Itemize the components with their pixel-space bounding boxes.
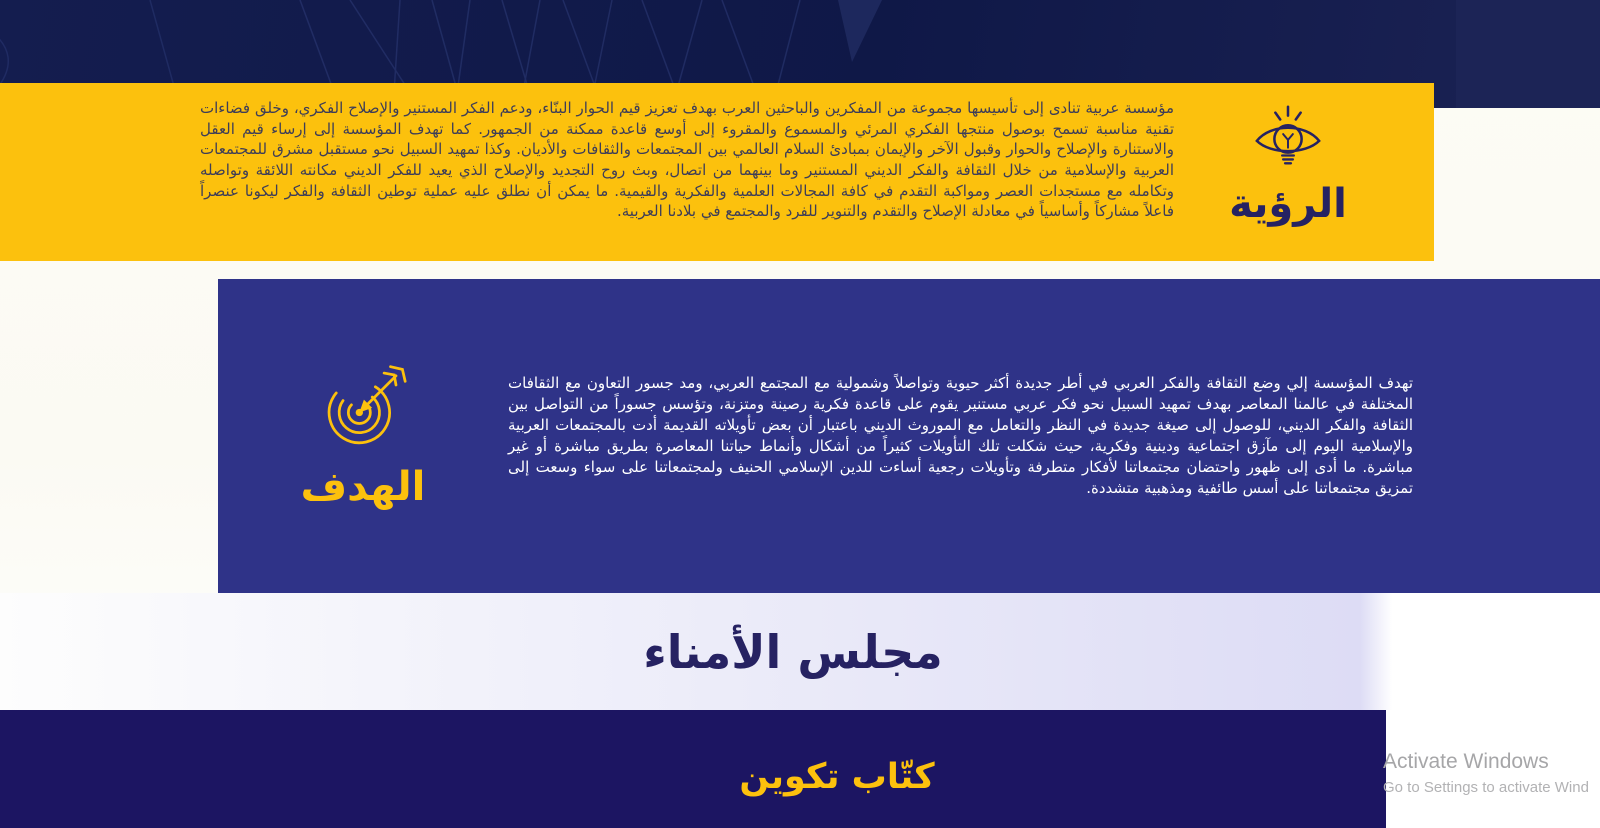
- vision-section: [0, 83, 1434, 261]
- vision-title: الرؤية: [1229, 181, 1347, 227]
- target-arrow-icon: [317, 363, 409, 455]
- board-of-trustees-heading: مجلس الأمناء: [643, 624, 943, 679]
- activate-windows-line2: Go to Settings to activate Wind: [1383, 779, 1589, 796]
- eye-lightbulb-icon: [1249, 100, 1327, 178]
- activate-windows-line1: Activate Windows: [1383, 750, 1549, 773]
- writers-heading: كتّاب تكوين: [739, 757, 935, 797]
- goal-icon-title-column: [218, 363, 508, 509]
- writers-section: [0, 710, 1386, 828]
- activate-windows-watermark: [1383, 750, 1589, 796]
- goal-title: الهدف: [300, 464, 426, 510]
- vision-icon-title-column: [1198, 98, 1378, 226]
- goal-paragraph: تهدف المؤسسة إلي وضع الثقافة والفكر العربي في أطر جديدة أكثر حيوية وتواصلاً وشمولية مع المجتمع العربي، ومد جسور التعاون مع الثقافات المختلفة في عالمنا المعاصر بهدف تمهيد السبيل نحو فكر عربي مستنير يقوم على قاعدة فكرية رصينة ومتزنة، وتؤسس جسوراً من التواصل بين الثقافة والفكر الديني، للوصول إلى صيغة جديدة في النظر والتعامل مع الموروث الديني باعتبار أن بعض تأويلاته القديمة أدت بالمجتمعات العربية والإسلامية اليوم إلى مآزق اجتماعية ودينية وفكرية، حيث شكلت تلك التأويلات كثيراً من أشكال وأنماط حياتنا المعاصرة بطريق مباشرة أو غير مباشرة. ما أدى إلى ظهور واحتضان مجتمعاتنا لأفكار متطرفة وتأويلات رجعية أساءت للدين الإسلامي الحنيف ولمجتمعاتنا على سواء وسعت إلى تمزيق مجتمعاتنا على أسس طائفية ومذهبية متشددة.: [508, 374, 1413, 497]
- vision-paragraph: مؤسسة عربية تنادى إلى تأسيسها مجموعة من المفكرين والباحثين العرب بهدف تعزيز قيم الحوار البنّاء، ودعم الفكر المستنير والإصلاح الفكري، وخلق فضاءات تقنية مناسبة تسمح بوصول منتجها الفكري المرئي والمسموع والمقروء إلى أوسع قاعدة ممكنة من الجمهور. كما تهدف المؤسسة إلى إرساء قيم العقل والاستنارة والإصلاح والحوار وقبول الآخر والإيمان بمبادئ السلام العالمي بين المجتمعات والثقافات والأديان. وكذا تمهيد السبيل نحو مستقبل مشرق للمجتمعات العربية والإسلامية من خلال الثقافة والفكر الديني المستنير وما بينهما من اتصال، وبث روح التجديد والإصلاح الذي يعيد للفكر الديني مكانته اللائقة وتواصله وتكامله مع مستجدات العصر ومواكبة التقدم في كافة المجالات العلمية والفكرية والقيمية. ما يمكن أن نطلق عليه عملية توطين الثقافة والفكر ليكونا عنصراً فاعلاً مشاركاً وأساسياً في معادلة الإصلاح والتقدم والتنوير للفرد والمجتمع في بلادنا العربية.: [200, 99, 1174, 221]
- goal-section: [218, 279, 1600, 593]
- board-heading-band: [0, 593, 1600, 710]
- bottom-row: [0, 710, 1600, 828]
